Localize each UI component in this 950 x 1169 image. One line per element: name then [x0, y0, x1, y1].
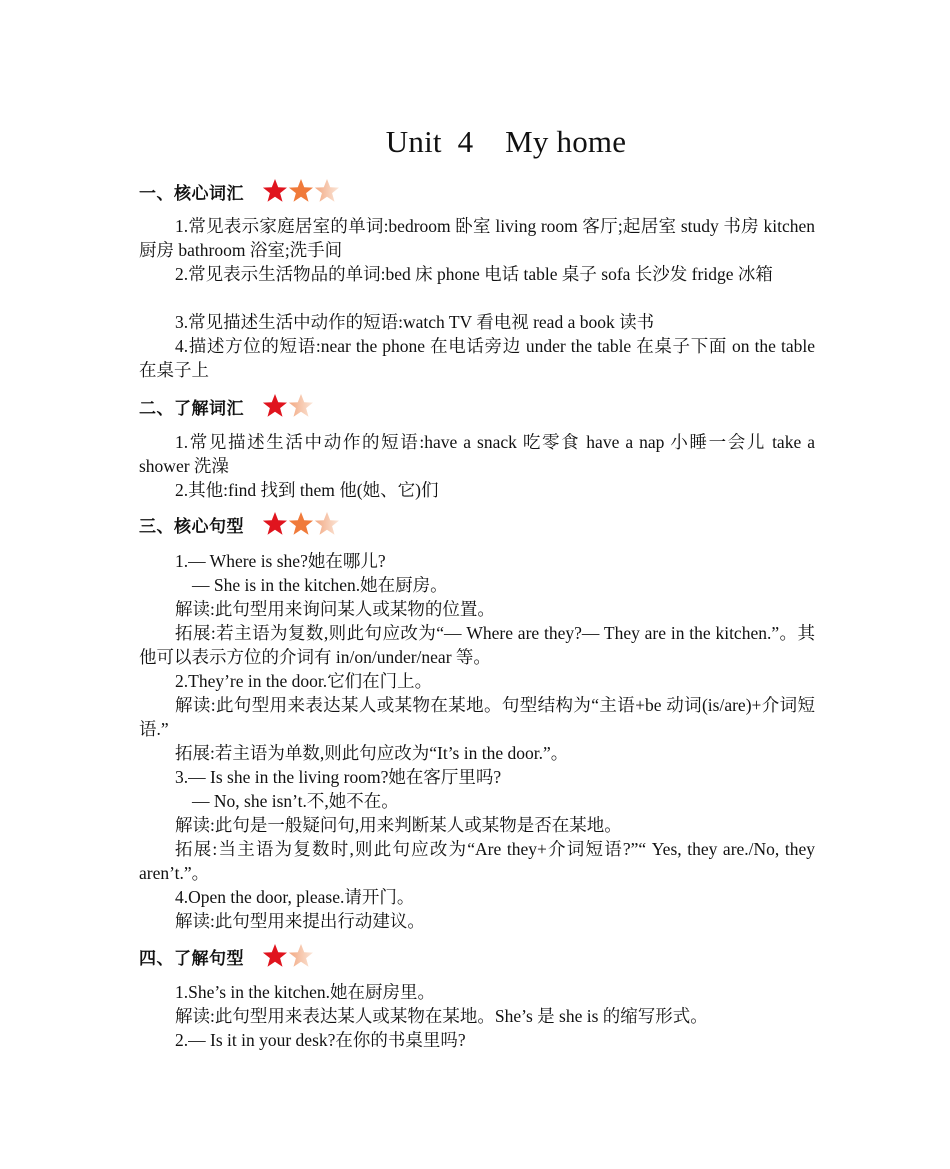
paragraph: 解读:此句型用来表达某人或某物在某地。句型结构为“主语+be 动词(is/are)+介词短语.” — [139, 695, 815, 739]
paragraph: 解读:此句型用来提出行动建议。 — [175, 911, 425, 931]
difficulty-stars — [262, 943, 314, 969]
paragraph: 拓展:若主语为复数,则此句应改为“— Where are they?— They are in the kitchen.”。其他可以表示方位的介词有 in/on/under/near 等。 — [139, 623, 815, 667]
paragraph: 4.Open the door, please.请开门。 — [175, 887, 415, 907]
difficulty-stars — [262, 393, 314, 419]
paragraph: 1.— Where is she?她在哪儿? — [175, 551, 386, 571]
paragraph: 解读:此句型用来表达某人或某物在某地。She’s 是 she is 的缩写形式。 — [175, 1006, 708, 1026]
paragraph: 3.常见描述生活中动作的短语:watch TV 看电视 read a book 读书 — [175, 312, 655, 332]
star-icon — [262, 943, 288, 969]
star-icon — [288, 178, 314, 204]
difficulty-stars — [262, 511, 340, 537]
section-title: 三、核心句型 — [139, 516, 244, 537]
section-heading-understand-vocabulary — [139, 391, 314, 421]
paragraph: — She is in the kitchen.她在厨房。 — [192, 575, 448, 595]
section-title: 一、核心词汇 — [139, 183, 244, 204]
paragraph: 3.— Is she in the living room?她在客厅里吗? — [175, 767, 502, 787]
star-icon — [288, 943, 314, 969]
paragraph: 解读:此句型用来询问某人或某物的位置。 — [175, 599, 495, 619]
paragraph: 2.常见表示生活物品的单词:bed 床 phone 电话 table 桌子 sofa 长沙发 fridge 冰箱 — [175, 264, 773, 284]
paragraph: 2.— Is it in your desk?在你的书桌里吗? — [175, 1030, 466, 1050]
paragraph: — No, she isn’t.不,她不在。 — [192, 791, 399, 811]
section-heading-core-sentences — [139, 509, 340, 539]
paragraph: 4.描述方位的短语:near the phone 在电话旁边 under the table 在桌子下面 on the table 在桌子上 — [139, 336, 815, 380]
paragraph: 1.常见表示家庭居室的单词:bedroom 卧室 living room 客厅;起居室 study 书房 kitchen 厨房 bathroom 浴室;洗手间 — [139, 216, 815, 260]
star-icon — [262, 178, 288, 204]
star-icon — [314, 178, 340, 204]
paragraph: 1.常见描述生活中动作的短语:have a snack 吃零食 have a nap 小睡一会儿 take a shower 洗澡 — [139, 432, 815, 476]
star-icon — [262, 511, 288, 537]
star-icon — [314, 511, 340, 537]
paragraph: 拓展:若主语为单数,则此句应改为“It’s in the door.”。 — [175, 743, 569, 763]
section-title: 四、了解句型 — [139, 948, 244, 969]
page-title: Unit 4 My home — [385, 124, 627, 159]
section-title: 二、了解词汇 — [139, 398, 244, 419]
paragraph: 1.She’s in the kitchen.她在厨房里。 — [175, 982, 436, 1002]
star-icon — [288, 511, 314, 537]
paragraph: 2.They’re in the door.它们在门上。 — [175, 671, 433, 691]
difficulty-stars — [262, 178, 340, 204]
paragraph: 2.其他:find 找到 them 他(她、它)们 — [175, 480, 439, 500]
paragraph: 解读:此句是一般疑问句,用来判断某人或某物是否在某地。 — [175, 815, 622, 835]
star-icon — [262, 393, 288, 419]
section-heading-core-vocabulary — [139, 176, 340, 206]
paragraph: 拓展:当主语为复数时,则此句应改为“Are they+介词短语?”“ Yes, they are./No, they aren’t.”。 — [139, 839, 815, 883]
section-heading-understand-sentences — [139, 941, 314, 971]
star-icon — [288, 393, 314, 419]
